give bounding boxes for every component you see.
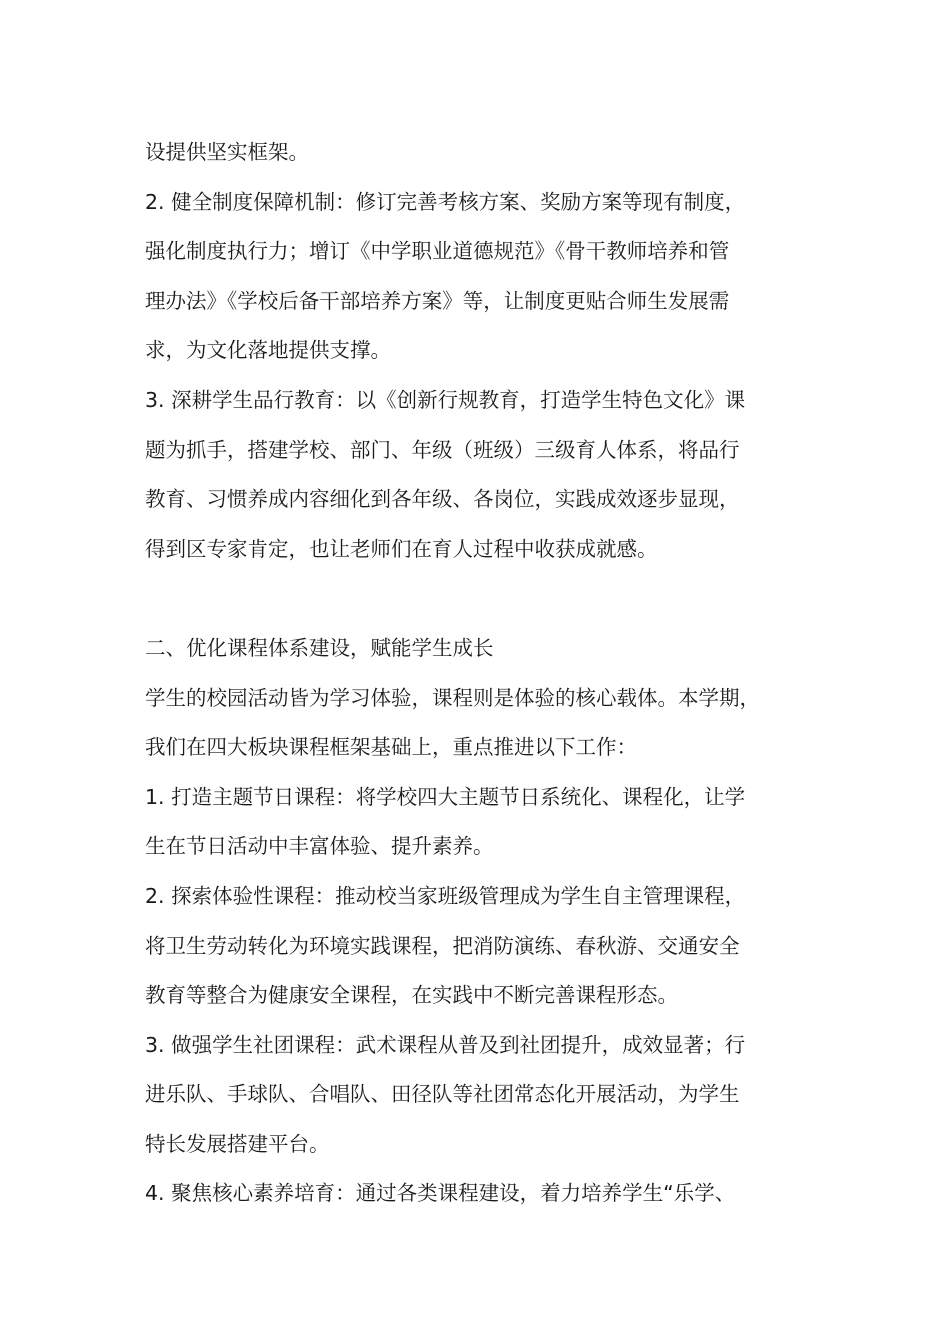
- text-line: 设提供坚实框架。: [145, 140, 309, 164]
- list-item-text: 2. 健全制度保障机制：修订完善考核方案、奖励方案等现有制度，: [145, 189, 746, 214]
- text-line: 求，为文化落地提供支撑。: [145, 338, 391, 363]
- text-line: 强化制度执行力；增订《中学职业道德规范》《骨干教师培养和管: [145, 239, 730, 264]
- text-line: 生在节日活动中丰富体验、提升素养。: [145, 834, 494, 859]
- list-item-text: 3. 深耕学生品行教育：以《创新行规教育，打造学生特色文化》课: [145, 387, 746, 412]
- text-line: 理办法》《学校后备干部培养方案》等，让制度更贴合师生发展需: [145, 288, 730, 313]
- text-line: 进乐队、手球队、合唱队、田径队等社团常态化开展活动，为学生: [145, 1082, 740, 1107]
- text-line: 学生的校园活动皆为学习体验，课程则是体验的核心载体。本学期，: [145, 685, 760, 710]
- text-line: 我们在四大板块课程框架基础上，重点推进以下工作：: [145, 735, 637, 760]
- paragraph-gap: [145, 578, 825, 628]
- list-item-text: 4. 聚焦核心素养培育：通过各类课程建设，着力培养学生“乐学、: [145, 1181, 736, 1206]
- text-line: 特长发展搭建平台。: [145, 1131, 330, 1156]
- text-line: 将卫生劳动转化为环境实践课程，把消防演练、春秋游、交通安全: [145, 933, 740, 958]
- text-line: 得到区专家肯定，也让老师们在育人过程中收获成就感。: [145, 536, 658, 561]
- list-item-text: 1. 打造主题节日课程：将学校四大主题节日系统化、课程化，让学: [145, 784, 746, 809]
- list-item-text: 3. 做强学生社团课程：武术课程从普及到社团提升，成效显著；行: [145, 1032, 746, 1057]
- document-body: [145, 132, 825, 1223]
- list-item-text: 2. 探索体验性课程：推动校当家班级管理成为学生自主管理课程，: [145, 883, 746, 908]
- text-line: 题为抓手，搭建学校、部门、年级（班级）三级育人体系，将品行: [145, 437, 740, 462]
- text-line: 教育、习惯养成内容细化到各年级、各岗位，实践成效逐步显现，: [145, 487, 740, 512]
- text-line: 教育等整合为健康安全课程，在实践中不断完善课程形态。: [145, 983, 678, 1008]
- section-heading: 二、优化课程体系建设，赋能学生成长: [145, 635, 494, 660]
